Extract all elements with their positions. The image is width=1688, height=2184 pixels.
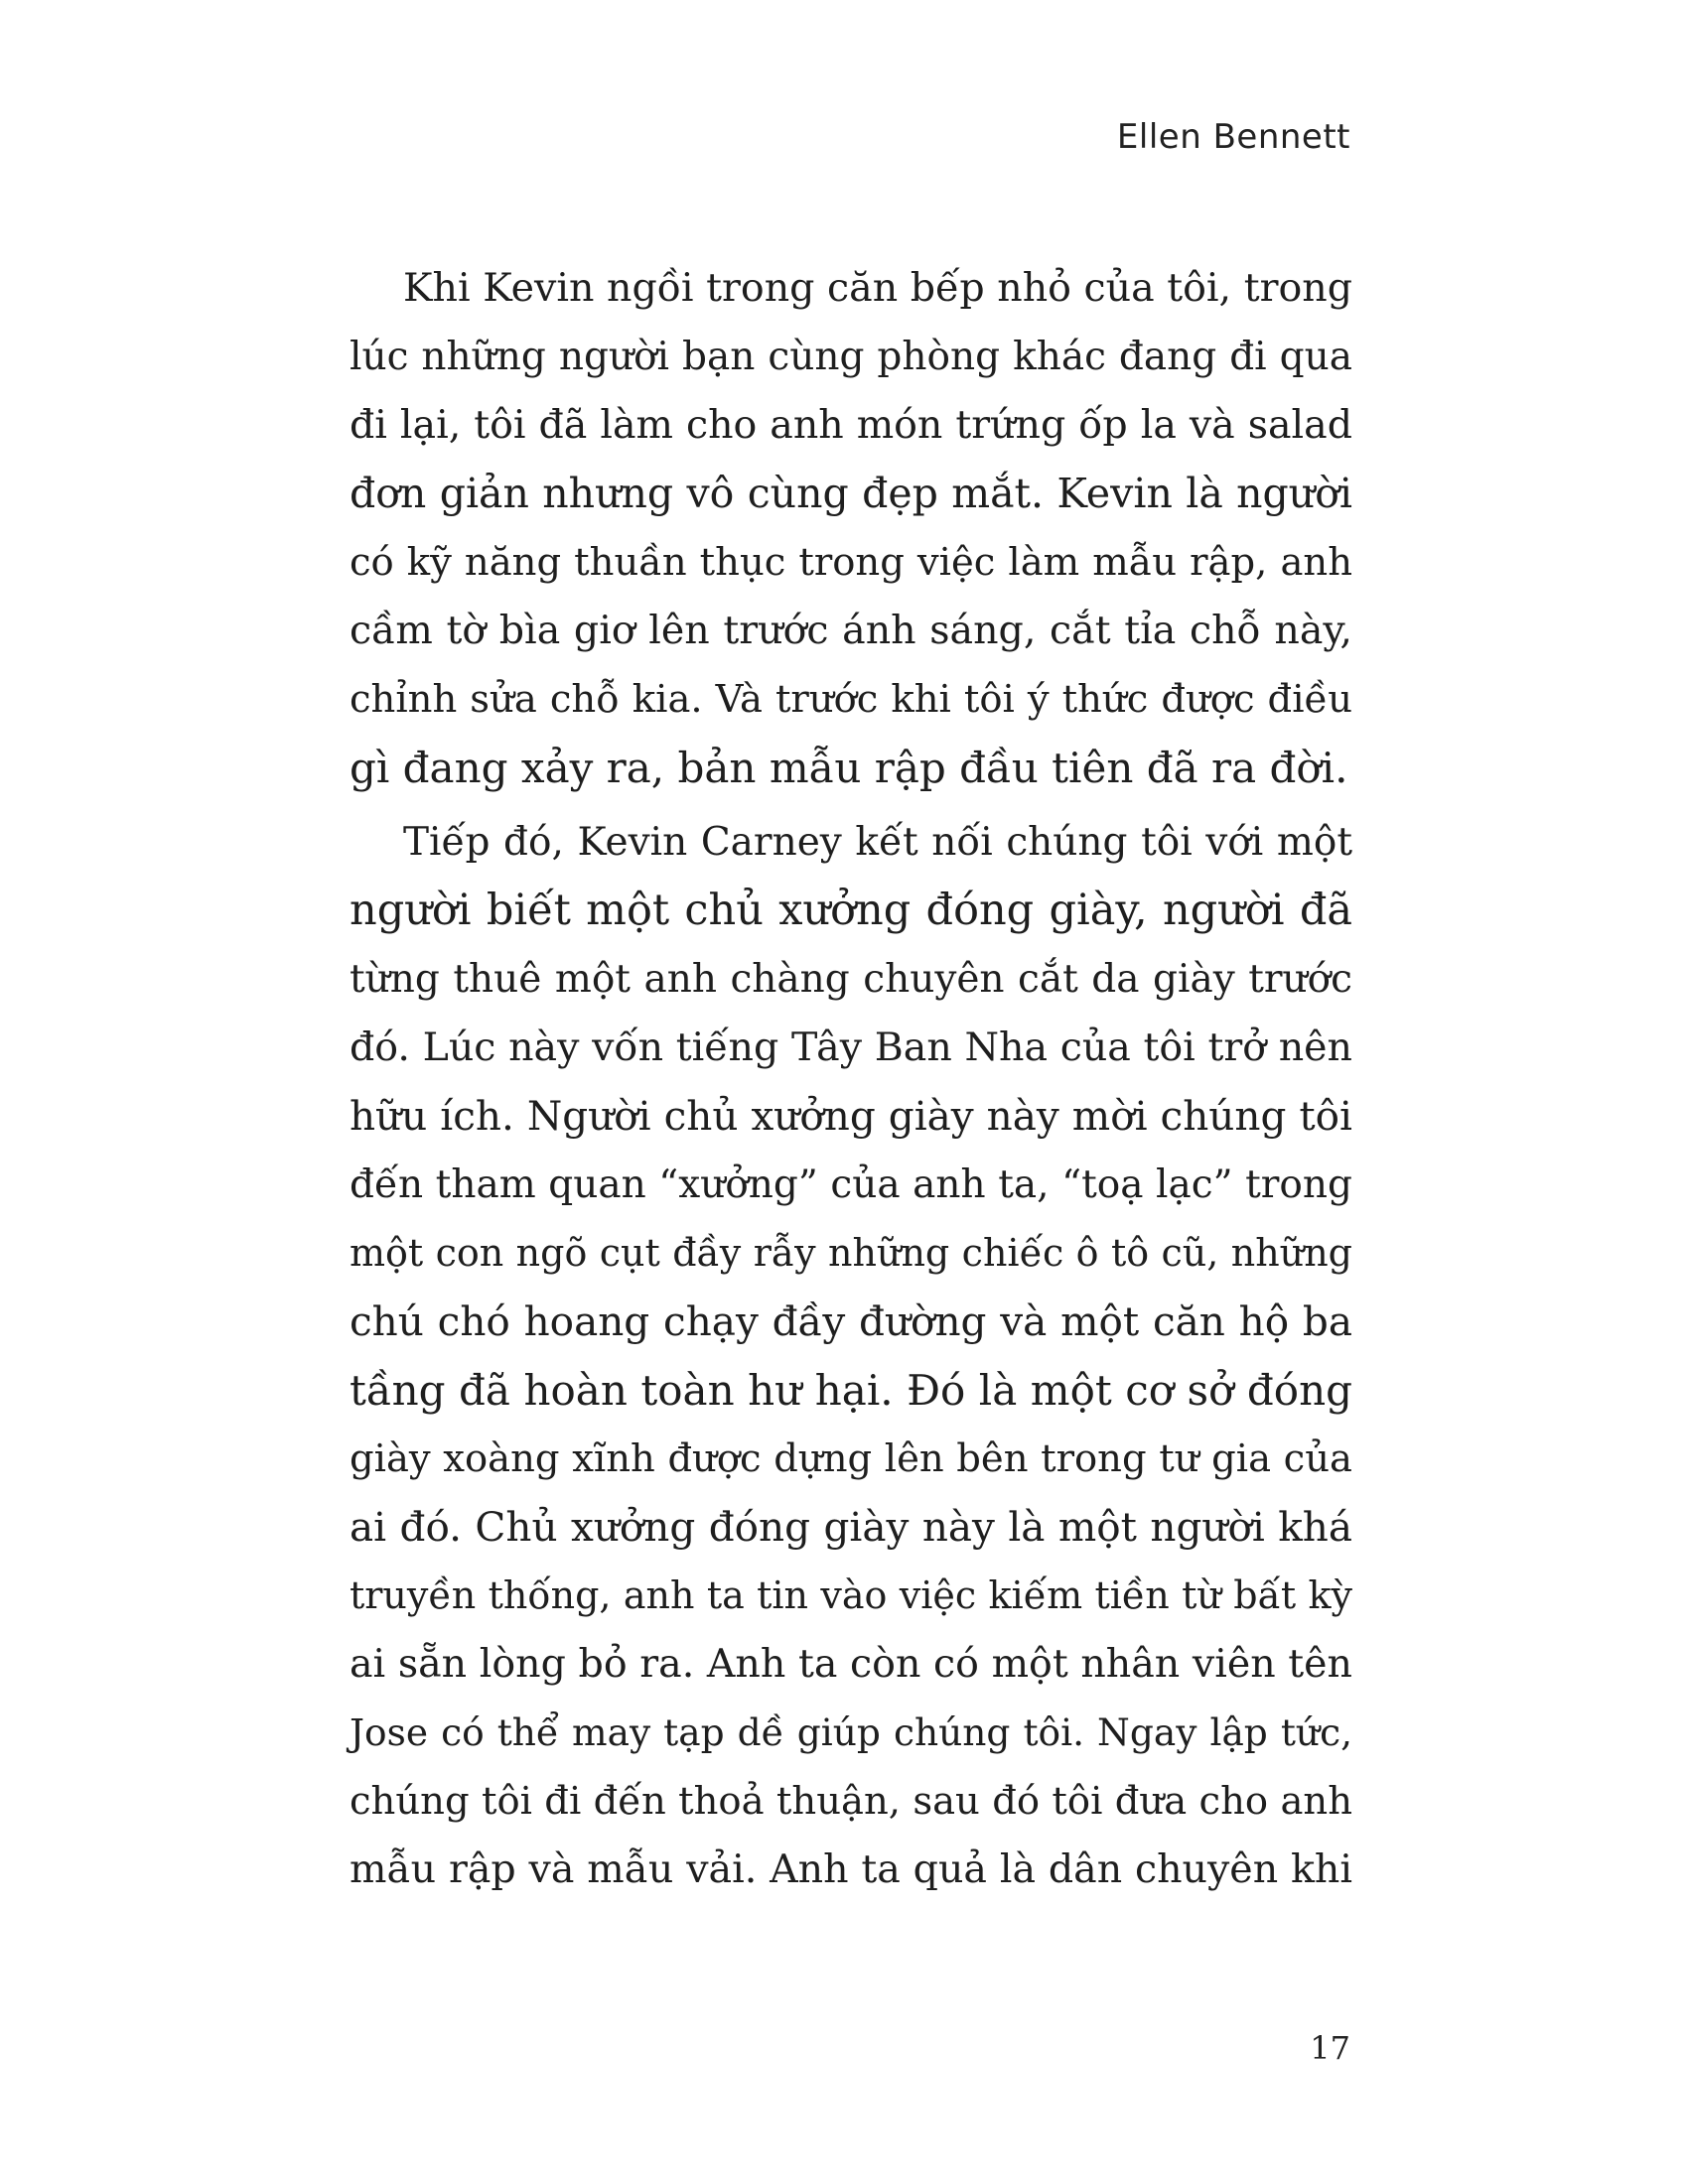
text-line: giày xoàng xĩnh được dựng lên bên trong tư gia của <box>350 1436 1352 1481</box>
text-line: gì đang xảy ra, bản mẫu rập đầu tiên đã ra đời. <box>350 744 1348 792</box>
text-line: chỉnh sửa chỗ kia. Và trước khi tôi ý thức được điều <box>350 677 1352 722</box>
paragraph-1 <box>350 254 1352 802</box>
text-line: chúng tôi đi đến thoả thuận, sau đó tôi đưa cho anh <box>350 1779 1352 1824</box>
text-line: tầng đã hoàn toàn hư hại. Đó là một cơ sở đóng <box>350 1366 1352 1415</box>
text-line: ai sẵn lòng bỏ ra. Anh ta còn có một nhân viên tên <box>350 1641 1352 1687</box>
text-line: lúc những người bạn cùng phòng khác đang đi qua <box>350 335 1352 379</box>
text-line: đến tham quan “xưởng” của anh ta, “toạ lạc” trong <box>350 1162 1352 1207</box>
text-line: từng thuê một anh chàng chuyên cắt da giày trước <box>350 957 1352 1002</box>
text-line: mẫu rập và mẫu vải. Anh ta quả là dân chuyên khi <box>350 1846 1352 1892</box>
running-header-author: Ellen Bennett <box>1116 117 1350 157</box>
text-line: hữu ích. Người chủ xưởng giày này mời chúng tôi <box>350 1092 1352 1140</box>
text-line: đó. Lúc này vốn tiếng Tây Ban Nha của tôi trở nên <box>350 1024 1352 1070</box>
text-line: ai đó. Chủ xưởng đóng giày này là một người khá <box>350 1503 1352 1551</box>
body-text <box>350 254 1352 1904</box>
text-line: cầm tờ bìa giơ lên trước ánh sáng, cắt tỉa chỗ này, <box>350 608 1352 653</box>
text-line: chú chó hoang chạy đầy đường và một căn hộ ba <box>350 1297 1352 1345</box>
text-line: đi lại, tôi đã làm cho anh món trứng ốp la và salad <box>350 402 1352 448</box>
text-line: Jose có thể may tạp dề giúp chúng tôi. Ngay lập tức, <box>350 1710 1352 1754</box>
text-line: Khi Kevin ngồi trong căn bếp nhỏ của tôi, trong <box>403 265 1352 311</box>
paragraph-2 <box>350 808 1352 1904</box>
text-line: Tiếp đó, Kevin Carney kết nối chúng tôi với một <box>403 820 1352 865</box>
text-line: người biết một chủ xưởng đóng giày, người đã <box>350 886 1352 935</box>
text-line: một con ngõ cụt đầy rẫy những chiếc ô tô cũ, những <box>350 1231 1352 1275</box>
text-line: truyền thống, anh ta tin vào việc kiếm tiền từ bất kỳ <box>350 1573 1352 1617</box>
text-line: đơn giản nhưng vô cùng đẹp mắt. Kevin là người <box>350 470 1352 517</box>
page-number: 17 <box>1310 2029 1350 2067</box>
text-line: có kỹ năng thuần thục trong việc làm mẫu rập, anh <box>350 540 1352 585</box>
